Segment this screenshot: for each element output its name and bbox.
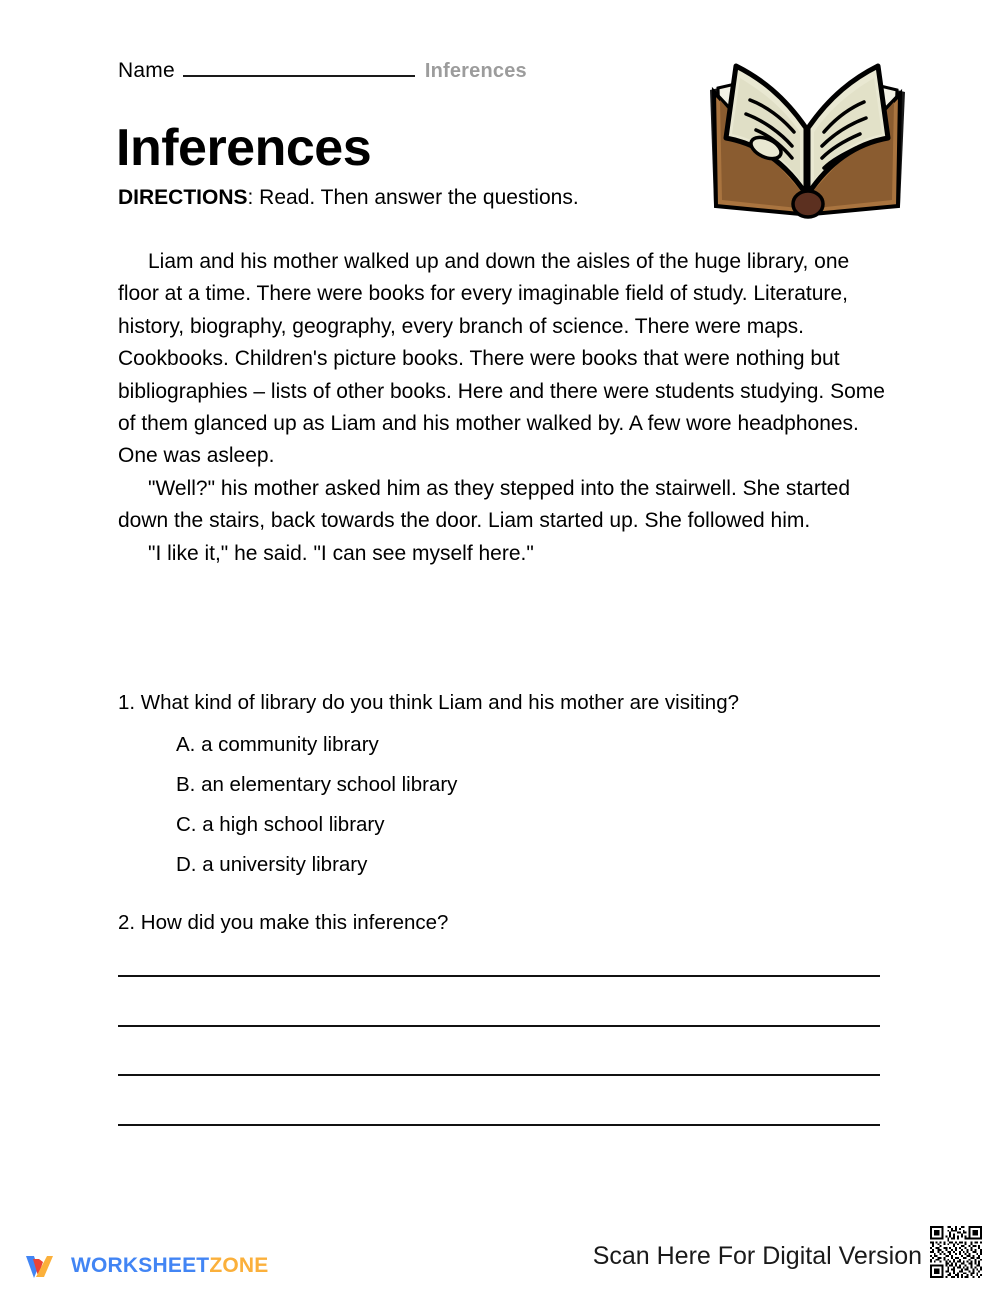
option-c[interactable]: C. a high school library xyxy=(176,813,385,836)
questions-section xyxy=(118,688,908,938)
page-title: Inferences xyxy=(116,119,372,177)
logo-word-zone: ZONE xyxy=(209,1254,269,1277)
answer-line[interactable] xyxy=(118,1074,880,1076)
directions xyxy=(118,184,579,211)
question-1-text: 1. What kind of library do you think Liam and his mother are visiting? xyxy=(118,691,739,714)
question-1-options xyxy=(118,730,908,880)
answer-line[interactable] xyxy=(118,1124,880,1126)
directions-label: DIRECTIONS xyxy=(118,186,248,209)
name-row xyxy=(118,58,527,84)
worksheet-zone-logo[interactable] xyxy=(22,1246,268,1286)
open-book-icon xyxy=(700,48,915,226)
directions-text: : Read. Then answer the questions. xyxy=(247,186,579,209)
qr-code[interactable] xyxy=(928,1224,984,1280)
passage-paragraph: "I like it," he said. "I can see myself here." xyxy=(148,541,534,565)
name-blank-line[interactable] xyxy=(183,75,415,77)
passage-paragraph: "Well?" his mother asked him as they stepped into the stairwell. She started down the stairs, back towards the door. Liam started up. She followed him. xyxy=(118,476,851,533)
reading-passage xyxy=(118,246,886,570)
scan-prompt-text: Scan Here For Digital Version xyxy=(592,1242,922,1270)
answer-line[interactable] xyxy=(118,975,880,977)
option-a[interactable]: A. a community library xyxy=(176,733,379,756)
answer-line[interactable] xyxy=(118,1025,880,1027)
answer-lines xyxy=(118,975,880,1173)
logo-mark-icon xyxy=(22,1246,62,1286)
option-d[interactable]: D. a university library xyxy=(176,853,368,876)
name-label: Name xyxy=(118,59,175,82)
question-2-text: 2. How did you make this inference? xyxy=(118,911,449,934)
option-b[interactable]: B. an elementary school library xyxy=(176,773,458,796)
subject-tag: Inferences xyxy=(424,60,527,82)
logo-word-worksheet: WORKSHEET xyxy=(71,1254,210,1277)
passage-paragraph: Liam and his mother walked up and down the aisles of the huge library, one floor at a time. There were books for every imaginable field of study. Literature, history, biography, geography, every branch of science. There were maps. Cookbooks. Children's picture books. There were books that were nothing but bibliographies – lists of other books. Here and there were students studying. Some of them glanced up as Liam and his mother walked by. A few wore headphones. One was asleep. xyxy=(118,250,885,468)
logo-wordmark xyxy=(71,1254,268,1278)
